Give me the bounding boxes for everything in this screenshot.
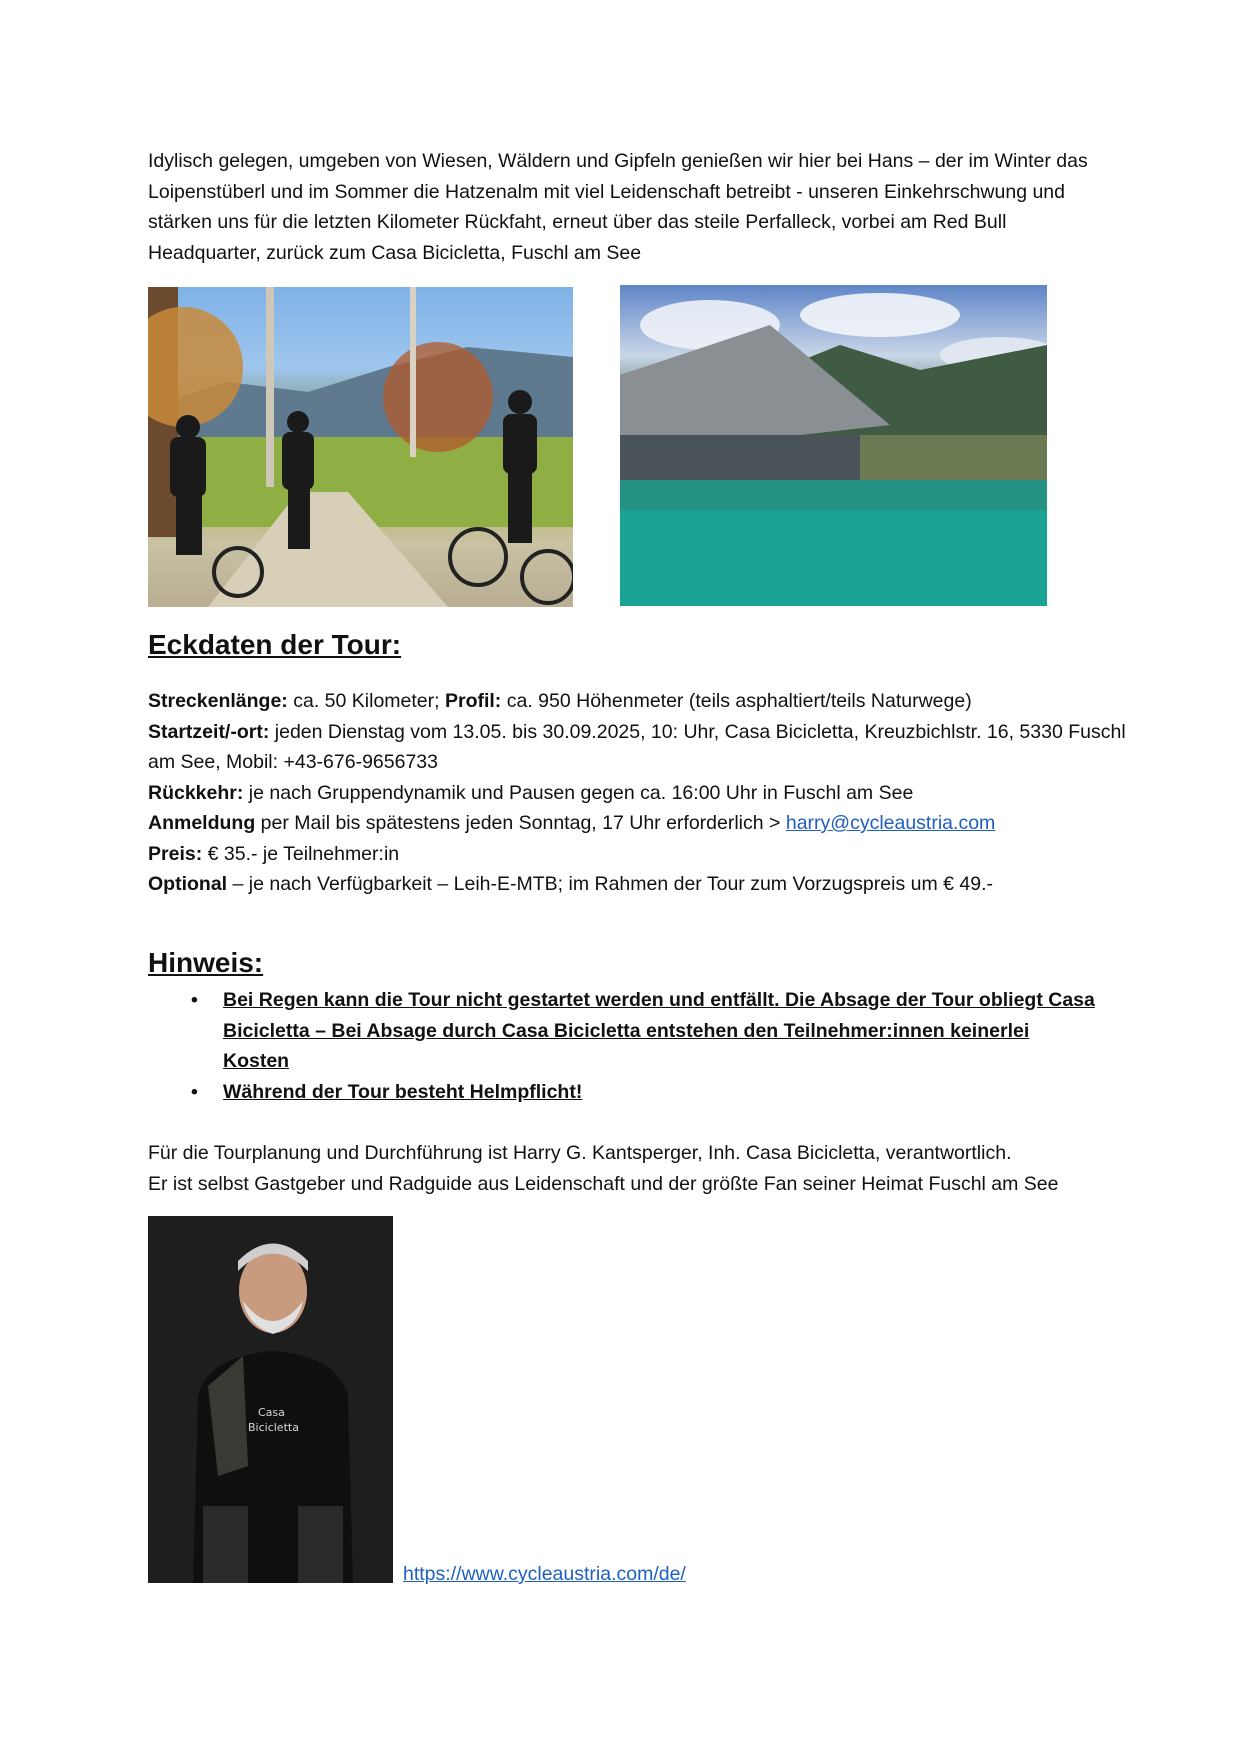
preis-label: Preis:	[148, 842, 203, 865]
tour-facts	[148, 686, 1128, 900]
hinweis-item-text: Bei Regen kann die Tour nicht gestartet werden und entfällt. Die Absage der Tour obliegt Casa Bicicletta – Bei Absage durch Casa Bicicletta entstehen den Teilnehmer:innen keinerlei Kosten	[223, 989, 1095, 1072]
strecke-label: Streckenlänge:	[148, 690, 288, 712]
preis-value: € 35.- je Teilnehmer:in	[202, 842, 400, 865]
optional-label: Optional	[148, 873, 228, 895]
fact-anmeldung	[148, 808, 1128, 839]
fact-rueckkehr	[148, 778, 1128, 809]
photo-guide-portrait	[148, 1216, 393, 1583]
rueckkehr-value: je nach Gruppendynamik und Pausen gegen ca. 16:00 Uhr in Fuschl am See	[243, 781, 914, 804]
photo-red-bull-building-lake	[620, 285, 1047, 606]
strecke-value: ca. 50 Kilometer;	[287, 690, 445, 712]
section-heading-hinweis: Hinweis:	[148, 947, 264, 978]
start-label: Startzeit/-ort:	[148, 720, 270, 743]
section-heading-eckdaten: Eckdaten der Tour:	[148, 629, 402, 660]
optional-value: – je nach Verfügbarkeit – Leih-E-MTB; im Rahmen der Tour zum Vorzugspreis um € 49.-	[227, 873, 993, 895]
photo-cyclists-on-trail	[148, 287, 573, 607]
profil-value: ca. 950 Höhenmeter (teils asphaltiert/teils Naturwege)	[501, 690, 972, 712]
guide-line: Für die Tourplanung und Durchführung ist Harry G. Kantsperger, Inh. Casa Bicicletta, verantwortlich.	[148, 1142, 1012, 1164]
rueckkehr-label: Rückkehr:	[148, 781, 244, 804]
anmeldung-label: Anmeldung	[148, 812, 256, 834]
guide-paragraph	[148, 1138, 1098, 1199]
fact-preis	[148, 839, 1128, 870]
fact-strecke	[148, 686, 1128, 717]
guide-line: Er ist selbst Gastgeber und Radguide aus Leidenschaft und der größte Fan seiner Heimat Fuschl am See	[148, 1172, 1059, 1195]
building-illustration	[620, 285, 1047, 606]
hinweis-list	[148, 985, 1098, 1107]
anmeldung-value: per Mail bis spätestens jeden Sonntag, 17 Uhr erforderlich >	[255, 812, 786, 834]
svg-text:Casa: Casa	[258, 1406, 285, 1419]
intro-paragraph: Idylisch gelegen, umgeben von Wiesen, Wäldern und Gipfeln genießen wir hier bei Hans – der im Winter das Loipenstüberl und im Sommer die Hatzenalm mit viel Leidenschaft betreibt - unseren Einkehrschwung und stärken uns für die letzten Kilometer Rückfaht, erneut über das steile Perfalleck, vorbei am Red Bull Headquarter, zurück zum Casa Bicicletta, Fuschl am See	[148, 150, 1088, 264]
fact-optional	[148, 869, 1128, 900]
list-item	[148, 1077, 1098, 1108]
profil-label: Profil:	[444, 690, 502, 712]
hinweis-item-text: Während der Tour besteht Helmpflicht!	[223, 1080, 583, 1103]
bullet-icon: •	[191, 989, 198, 1011]
portrait-illustration	[148, 1216, 393, 1583]
email-link[interactable]: harry@cycleaustria.com	[785, 812, 996, 834]
list-item	[148, 985, 1098, 1077]
cyclists-illustration	[148, 287, 573, 607]
svg-text:Bicicletta: Bicicletta	[248, 1421, 299, 1434]
website-link[interactable]: https://www.cycleaustria.com/de/	[403, 1563, 686, 1585]
start-value: jeden Dienstag vom 13.05. bis 30.09.2025, 10: Uhr, Casa Bicicletta, Kreuzbichlstr. 16, 5330 Fuschl am See, Mobil: +43-676-9656733	[148, 720, 1126, 773]
fact-start	[148, 717, 1128, 778]
bullet-icon: •	[191, 1080, 198, 1103]
